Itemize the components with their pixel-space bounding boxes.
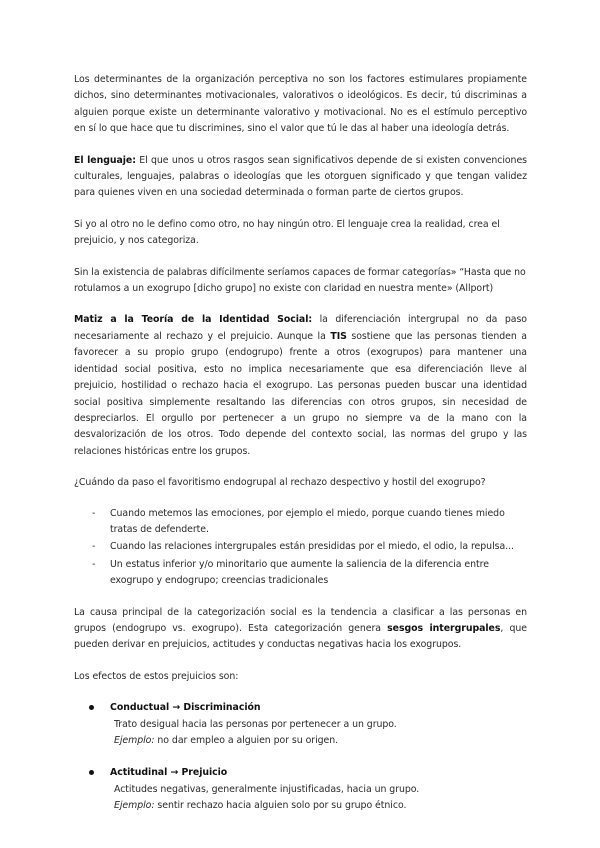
effect-heading: Conductual → Discriminación — [110, 702, 261, 714]
question-favoritismo: ¿Cuándo da paso el favoritismo endogrupal al rechazo despectivo y hostil del exogrupo? — [74, 477, 486, 489]
dash-list — [74, 506, 527, 590]
list-item: - Un estatus inferior y/o minoritario que aumente la saliencia de la diferencia entre exogrupo y endogrupo; creencias tradicionales — [74, 557, 527, 590]
list-item: - Cuando metemos las emociones, por ejemplo el miedo, porque cuando tienes miedo tratas de defenderte. — [74, 506, 527, 539]
paragraph-determinantes: Los determinantes de la organización perceptiva no son los factores estimulares propiamente dichos, sino determinantes motivacionales, valorativos o ideológicos. Es decir, tú discriminas a alguien porque existe un determinante valorativo y motivacional. No es el estímulo perceptivo en sí lo que hace que tu discrimines, sino el valor que tú le das al haber una ideología detrás. — [74, 74, 527, 135]
document-body — [74, 72, 527, 831]
label-tis: TIS — [330, 330, 347, 342]
label-sesgos: sesgos intergrupales — [387, 622, 501, 634]
effect-item-actitudinal — [74, 765, 527, 814]
paragraph-categorizacion: La causa principal de la categorización social es la tendencia a clasificar a las personas en grupos (endogrupo vs. exogrupo). Esta categorización genera sesgos intergrupales, que pueden derivar en prejuicios, actitudes y conductas negativas hacia los exogrupos. — [74, 606, 527, 651]
bullet-icon — [89, 770, 94, 775]
effects-intro: Los efectos de estos prejuicios son: — [74, 670, 239, 682]
paragraph-allport: Sin la existencia de palabras difícilmente seríamos capaces de formar categorías» “Hasta que no rotulamos a un exogrupo [dicho grupo] no existe con claridad en nuestra mente» (Allport) — [74, 266, 526, 295]
bullet-icon — [89, 705, 94, 710]
effect-description: Actitudes negativas, generalmente injustificadas, hacia un grupo. — [114, 783, 420, 795]
list-item: - Cuando las relaciones intergrupales están presididas por el miedo, el odio, la repulsa... — [74, 539, 527, 555]
effect-item-conductual — [74, 700, 527, 749]
effect-example: Ejemplo: no dar empleo a alguien por su origen. — [114, 735, 339, 746]
label-lenguaje: El lenguaje: — [74, 154, 136, 166]
effect-description: Trato desigual hacia las personas por pertenecer a un grupo. — [114, 718, 397, 730]
paragraph-matiz-tis: Matiz a la Teoría de la Identidad Social: la diferenciación intergrupal no da paso necesariamente al rechazo y el prejuicio. Aunque la TIS sostiene que las personas tienden a favorecer a su propio grupo (endogrupo) frente a otros (exogrupos) para mantener una identidad social positiva, esto no implica necesariamente que esa diferenciación lleve al prejuicio, hostilidad o rechazo hacia el exogrupo. Las personas pueden buscar una identidad social positiva simplemente resaltando las diferencias con otros grupos, sin necesidad de despreciarlos. El orgullo por pertenecer a un grupo no siempre va de la mano con la desvalorización de los otros. Todo depende del contexto social, las normas del grupo y las relaciones históricas entre los grupos. — [74, 314, 528, 457]
effect-heading: Actitudinal → Prejuicio — [110, 767, 228, 779]
effect-example: Ejemplo: sentir rechazo hacia alguien solo por su grupo étnico. — [114, 800, 407, 812]
paragraph-lenguaje: El lenguaje: El que unos u otros rasgos sean significativos depende de si existen convenciones culturales, lenguajes, palabras o ideologías que les otorguen significado y que tengan validez para quienes viven en una sociedad determinada o forman parte de ciertos grupos. — [74, 154, 527, 199]
label-matiz: Matiz a la Teoría de la Identidad Social: — [74, 314, 313, 326]
paragraph-otro: Si yo al otro no le defino como otro, no hay ningún otro. El lenguaje crea la realidad, crea el prejuicio, y nos categoriza. — [74, 218, 500, 247]
